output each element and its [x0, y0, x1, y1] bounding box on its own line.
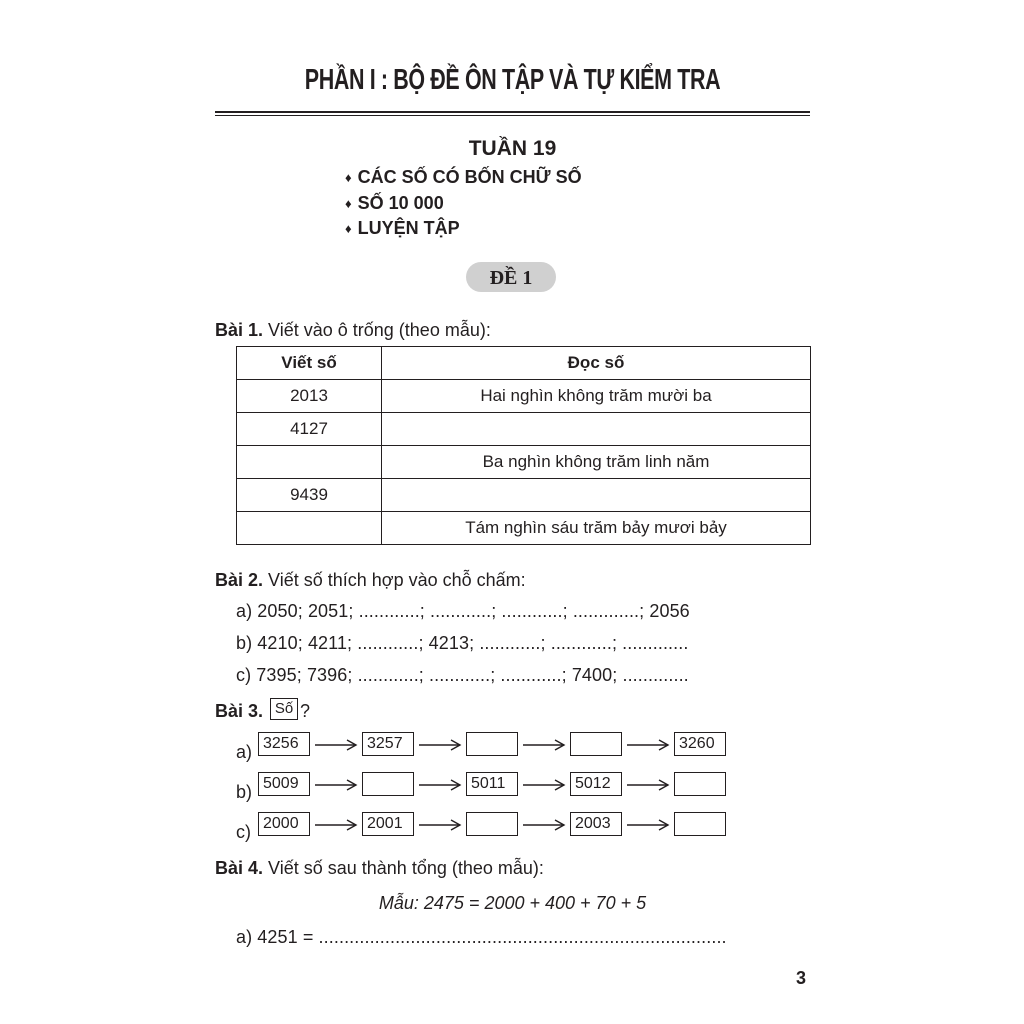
- topic-2: [345, 193, 444, 214]
- cell-reading: Ba nghìn không trăm linh năm: [382, 446, 811, 479]
- cell-reading: Tám nghìn sáu trăm bảy mươi bảy: [382, 512, 811, 545]
- bai3-row-label: b): [236, 782, 253, 802]
- bai2-label: Bài 2.: [215, 570, 264, 590]
- bai3-row-label: a): [236, 742, 253, 762]
- arrow-right-icon: [417, 738, 463, 752]
- bai3-heading: [215, 701, 263, 722]
- sequence-box-blank[interactable]: [674, 772, 726, 796]
- diamond-bullet-icon: ♦: [345, 170, 352, 185]
- table-row: [237, 380, 811, 413]
- sequence-box: 5011: [466, 772, 518, 796]
- bai4-heading: [215, 858, 544, 879]
- arrow-right-icon: [625, 778, 671, 792]
- bai1-label: Bài 1.: [215, 320, 264, 340]
- sequence-box: 5009: [258, 772, 310, 796]
- bai1-heading: [215, 320, 491, 341]
- topic-1-text: CÁC SỐ CÓ BỐN CHỮ SỐ: [357, 167, 582, 187]
- sequence-box: 3256: [258, 732, 310, 756]
- cell-number: 2013: [237, 380, 382, 413]
- bai4-line-a: a) 4251 = ................................................................................: [236, 927, 727, 947]
- sequence-box-blank[interactable]: [362, 772, 414, 796]
- col-header-write: Viết số: [237, 347, 382, 380]
- cell-number-blank[interactable]: [237, 512, 382, 545]
- bai3-row-label: c): [236, 822, 251, 842]
- arrow-right-icon: [625, 738, 671, 752]
- sequence-box-blank[interactable]: [466, 812, 518, 836]
- col-header-read: Đọc số: [382, 347, 811, 380]
- cell-number-blank[interactable]: [237, 446, 382, 479]
- diamond-bullet-icon: ♦: [345, 196, 352, 211]
- sequence-box: 5012: [570, 772, 622, 796]
- topic-3-text: LUYỆN TẬP: [357, 218, 460, 238]
- question-mark: ?: [300, 701, 311, 721]
- bai2-heading: [215, 570, 526, 591]
- bai1-text: Viết vào ô trống (theo mẫu):: [268, 320, 491, 340]
- part-title: PHẦN I : BỘ ĐỀ ÔN TẬP VÀ TỰ KIỂM TRA: [304, 64, 721, 96]
- topic-3: [345, 218, 460, 239]
- table-row: [237, 512, 811, 545]
- sequence-box-blank[interactable]: [570, 732, 622, 756]
- bai2-text: Viết số thích hợp vào chỗ chấm:: [268, 570, 526, 590]
- sequence-box: 2003: [570, 812, 622, 836]
- number-table: [236, 346, 811, 545]
- table-row: [237, 413, 811, 446]
- sequence-box: 2000: [258, 812, 310, 836]
- table-row: [237, 446, 811, 479]
- cell-reading-blank[interactable]: [382, 413, 811, 446]
- title-rule-thick: [215, 111, 810, 113]
- topic-1: [345, 167, 582, 188]
- cell-number: 4127: [237, 413, 382, 446]
- week-title: TUẦN 19: [468, 137, 557, 160]
- cell-number: 9439: [237, 479, 382, 512]
- arrow-right-icon: [417, 778, 463, 792]
- sequence-box-blank[interactable]: [466, 732, 518, 756]
- arrow-right-icon: [521, 818, 567, 832]
- cell-reading: Hai nghìn không trăm mười ba: [382, 380, 811, 413]
- arrow-right-icon: [313, 738, 359, 752]
- so-box: Số: [270, 698, 298, 720]
- arrow-right-icon: [313, 818, 359, 832]
- arrow-right-icon: [313, 778, 359, 792]
- bai2-line-b: b) 4210; 4211; ............; 4213; ............; ............; .............: [236, 633, 689, 653]
- table-row: [237, 479, 811, 512]
- bai4-label: Bài 4.: [215, 858, 264, 878]
- arrow-right-icon: [417, 818, 463, 832]
- sequence-box: 3260: [674, 732, 726, 756]
- title-rule-thin: [215, 115, 810, 116]
- exam-badge: ĐỀ 1: [466, 262, 556, 292]
- sequence-box-blank[interactable]: [674, 812, 726, 836]
- arrow-right-icon: [521, 778, 567, 792]
- bai2-line-c: c) 7395; 7396; ............; ............; ............; 7400; .............: [236, 665, 689, 685]
- arrow-right-icon: [625, 818, 671, 832]
- topic-2-text: SỐ 10 000: [357, 193, 444, 213]
- bai4-sample: Mẫu: 2475 = 2000 + 400 + 70 + 5: [378, 893, 647, 913]
- bai2-line-a: a) 2050; 2051; ............; ............; ............; .............; 2056: [236, 601, 690, 621]
- table-header-row: [237, 347, 811, 380]
- cell-reading-blank[interactable]: [382, 479, 811, 512]
- page-number: 3: [796, 968, 807, 988]
- bai4-text: Viết số sau thành tổng (theo mẫu):: [268, 858, 544, 878]
- sequence-box: 2001: [362, 812, 414, 836]
- diamond-bullet-icon: ♦: [345, 221, 352, 236]
- arrow-right-icon: [521, 738, 567, 752]
- bai3-label: Bài 3.: [215, 701, 264, 721]
- sequence-box: 3257: [362, 732, 414, 756]
